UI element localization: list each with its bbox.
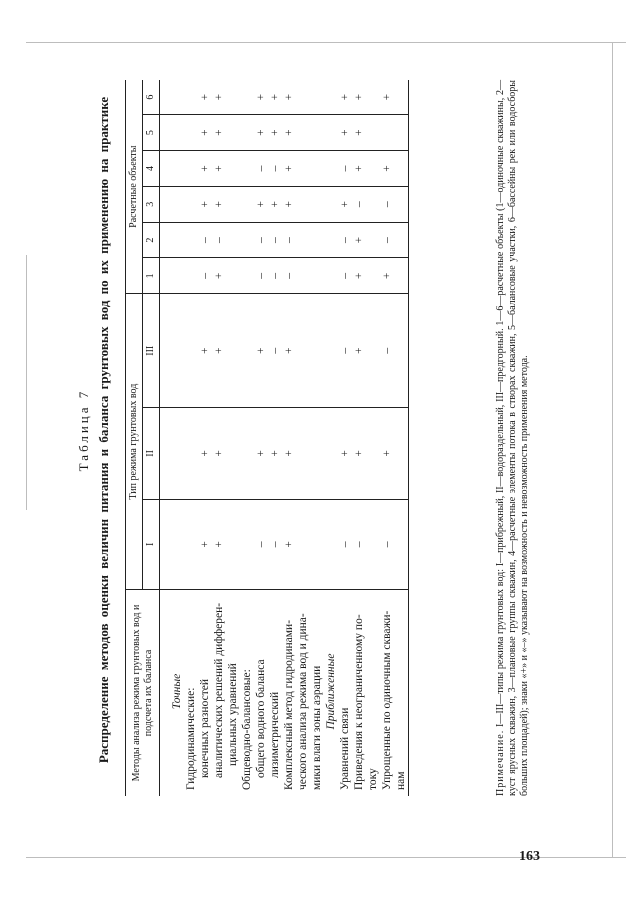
table-row <box>352 80 380 796</box>
col-object-3: 3 <box>143 186 160 222</box>
cell-mark: + <box>268 80 282 115</box>
cell-mark: – <box>254 258 268 294</box>
method-label: общего водного баланса <box>255 659 267 778</box>
cell-mark: + <box>282 151 324 187</box>
cell-mark: – <box>338 499 352 589</box>
cell-mark: + <box>268 186 282 222</box>
header-regime-type: Тип режима грунтовых вод <box>126 294 143 590</box>
cell-mark: – <box>338 294 352 408</box>
col-object-5: 5 <box>143 115 160 151</box>
cell-mark: + <box>380 80 409 115</box>
cell-mark: + <box>198 294 212 408</box>
table-note <box>495 80 531 796</box>
table-row <box>254 80 268 796</box>
cell-mark: + <box>352 115 380 151</box>
method-label: Общеводно-балансовые: <box>241 669 253 790</box>
cell-mark: + <box>268 408 282 499</box>
cell-mark: + <box>352 80 380 115</box>
section-exact: Точные <box>171 673 183 710</box>
cell-mark: + <box>212 151 226 187</box>
cell-mark: + <box>282 499 324 589</box>
cell-mark: + <box>380 151 409 187</box>
cell-mark: + <box>338 408 352 499</box>
header-calc-objects: Расчетные объекты <box>126 80 143 294</box>
table-row <box>226 80 240 796</box>
table-row <box>212 80 226 796</box>
method-label: циальных уравнений <box>227 663 239 766</box>
cell-mark: – <box>198 258 212 294</box>
note-label: Примечание. <box>495 729 506 796</box>
cell-mark: – <box>282 258 324 294</box>
header-methods: Методы анализа режима грунтовых вод и подсчета их баланса <box>126 590 160 797</box>
table-title: Распределение методов оценки величин питания и баланса грунтовых вод по их применению на практике <box>96 96 111 764</box>
table-row <box>380 80 409 796</box>
cell-mark: + <box>198 80 212 115</box>
cell-mark: – <box>352 186 380 222</box>
cell-mark: – <box>268 258 282 294</box>
cell-mark: + <box>254 408 268 499</box>
cell-mark: – <box>268 151 282 187</box>
cell-mark: – <box>254 222 268 258</box>
cell-mark: – <box>380 294 409 408</box>
cell-mark: – <box>198 222 212 258</box>
table-number: Таблица 7 <box>76 388 91 472</box>
cell-mark: + <box>198 115 212 151</box>
cell-mark: + <box>352 294 380 408</box>
cell-mark: + <box>282 115 324 151</box>
cell-mark: – <box>338 151 352 187</box>
method-label: Уравнений связи <box>339 707 351 790</box>
methods-table <box>125 80 409 796</box>
section-approximate: Приближенные <box>325 653 337 730</box>
cell-mark: – <box>268 294 282 408</box>
cell-mark: + <box>212 499 226 589</box>
cell-mark: + <box>352 151 380 187</box>
cell-mark: – <box>282 222 324 258</box>
cell-mark: + <box>282 408 324 499</box>
cell-mark: + <box>352 258 380 294</box>
cell-mark: + <box>338 115 352 151</box>
table-row <box>198 80 212 796</box>
col-regime-3: III <box>143 294 160 408</box>
table-row <box>282 80 324 796</box>
cell-mark: – <box>380 499 409 589</box>
cell-mark: – <box>338 222 352 258</box>
cell-mark: + <box>282 294 324 408</box>
method-label: Комплексный метод гидродинами- ческого анализа режима вод и дина- мики влаги зоны аэрации <box>283 613 323 790</box>
method-label: Приведения к неограниченному по- току <box>353 614 379 790</box>
cell-mark: + <box>212 186 226 222</box>
cell-mark: + <box>212 80 226 115</box>
cell-mark: + <box>254 80 268 115</box>
cell-mark: + <box>254 186 268 222</box>
cell-mark: + <box>212 115 226 151</box>
col-regime-2: II <box>143 408 160 499</box>
cell-mark: + <box>268 115 282 151</box>
cell-mark: – <box>254 151 268 187</box>
cell-mark: + <box>212 294 226 408</box>
cell-mark: + <box>254 115 268 151</box>
page-number: 163 <box>519 849 540 864</box>
method-label: Упрощенные по одиночным скважи- нам <box>381 610 407 790</box>
method-label: конечных разностей <box>199 679 211 778</box>
cell-mark: + <box>338 80 352 115</box>
cell-mark: + <box>198 151 212 187</box>
col-object-4: 4 <box>143 151 160 187</box>
cell-mark: + <box>282 80 324 115</box>
cell-mark: + <box>352 408 380 499</box>
table-row <box>240 80 254 796</box>
cell-mark: – <box>254 499 268 589</box>
method-label: лизиметрический <box>269 691 281 778</box>
cell-mark: + <box>282 186 324 222</box>
cell-mark <box>380 115 409 151</box>
cell-mark: + <box>198 408 212 499</box>
note-text: I—III—типы режима грунтовых вод: I—прибрежный, II—водораздельный, III—предгорный. 1—6—расчетные объекты (1—одиночные скважины, 2—куст ярусных скважин, 3—плановые группы скважин, 4—расчетные элементы потока в створах скважин, 5—балансовые участки, 6—бассейны рек или водосборы больших площадей); знаки «+» и «–» указывают на возможность и невозможность применения метода. <box>495 80 530 796</box>
col-regime-1: I <box>143 499 160 589</box>
col-object-2: 2 <box>143 222 160 258</box>
cell-mark: – <box>212 222 226 258</box>
cell-mark: – <box>268 499 282 589</box>
col-object-1: 1 <box>143 258 160 294</box>
cell-mark: – <box>380 186 409 222</box>
cell-mark: – <box>380 222 409 258</box>
col-object-6: 6 <box>143 80 160 115</box>
cell-mark: + <box>338 186 352 222</box>
table-row <box>184 80 198 796</box>
table-row <box>338 80 352 796</box>
method-label: Гидродинамические: <box>185 687 197 790</box>
table-row <box>268 80 282 796</box>
cell-mark: + <box>198 499 212 589</box>
cell-mark: + <box>212 408 226 499</box>
cell-mark: + <box>198 186 212 222</box>
cell-mark: + <box>212 258 226 294</box>
method-label: аналитических решений дифферен- <box>213 602 225 778</box>
cell-mark: – <box>338 258 352 294</box>
cell-mark: + <box>254 294 268 408</box>
cell-mark: – <box>352 499 380 589</box>
cell-mark: + <box>380 408 409 499</box>
cell-mark: + <box>380 258 409 294</box>
cell-mark: + <box>352 222 380 258</box>
cell-mark: – <box>268 222 282 258</box>
